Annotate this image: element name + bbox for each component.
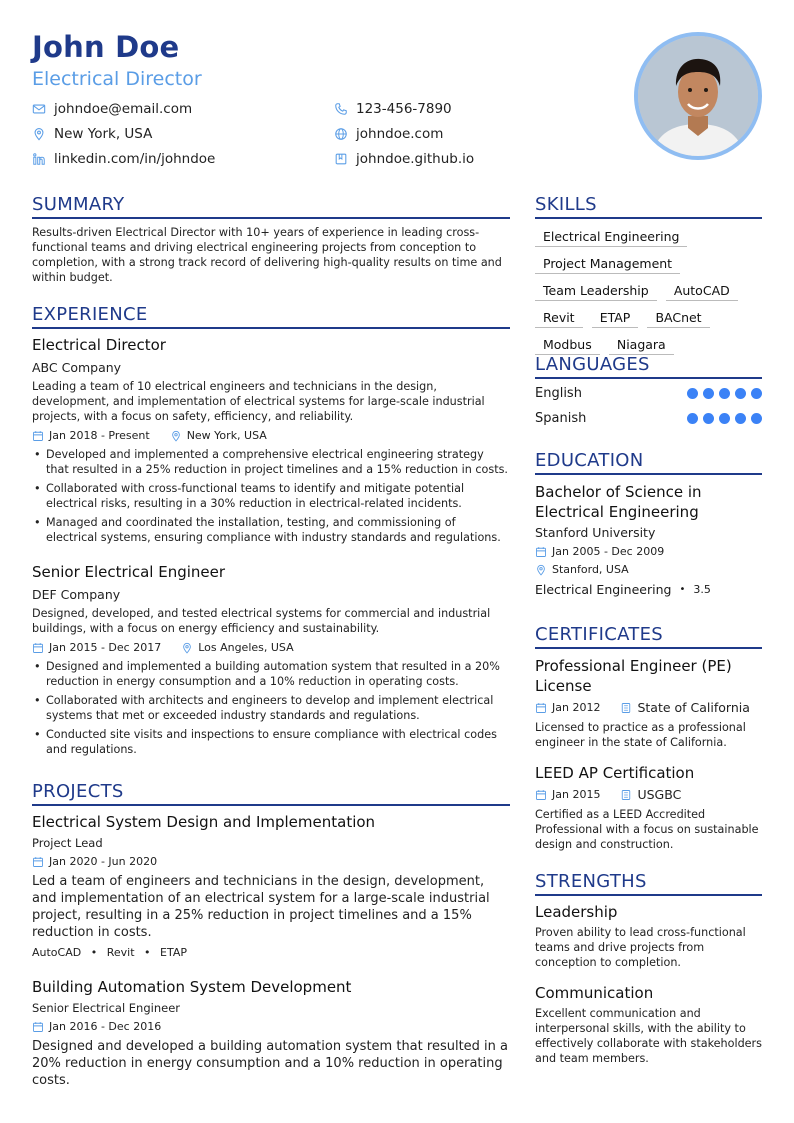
location-pin-icon [170,430,182,442]
location-pin-icon [181,642,193,654]
experience-heading: EXPERIENCE [32,304,510,329]
project-tag: Revit [106,946,135,959]
contact-location: New York, USA [32,126,152,142]
experience-item [32,336,510,549]
job-title: Senior Electrical Engineer [32,563,226,581]
experience-item [32,563,510,761]
level-dot [735,413,746,424]
contact-phone[interactable]: 123-456-7890 [334,101,452,117]
job-company: ABC Company [32,360,122,375]
level-dot [719,388,730,399]
job-location: Los Angeles, USA [198,641,294,654]
calendar-icon [535,546,547,558]
skill-tag: Revit [535,309,583,328]
avatar-illustration [638,36,758,156]
certificate-description: Certified as a LEED Accredited Professional with a focus on sustainable design and construction. [535,808,759,851]
language-level [687,388,762,399]
education-location: Stanford, USA [552,563,629,576]
calendar-icon [32,430,44,442]
institution-icon [620,789,632,801]
level-dot [735,388,746,399]
certificate-item [535,656,762,750]
project-role: Senior Electrical Engineer [32,1001,181,1015]
project-dates: Jan 2020 - Jun 2020 [49,855,158,868]
contact-website[interactable]: johndoe.com [334,126,443,142]
candidate-name: John Doe [32,30,180,64]
project-meta [32,855,510,868]
bookmark-page-icon [334,152,348,166]
skill-tag: Modbus [535,336,600,355]
certificate-item [535,763,762,852]
profile-photo [634,32,762,160]
project-description: Led a team of engineers and technicians in the design, development, and implementation of an electrical system for a large-scale industrial project, resulting in a 25% reduction in project timelines and a 15% reduction in costs. [32,874,490,940]
certificate-date: Jan 2012 [552,701,601,714]
strength-title: Communication [535,984,654,1002]
skill-tag: ETAP [592,309,639,328]
strength-title: Leadership [535,903,618,921]
skill-tag: Team Leadership [535,282,657,301]
job-location: New York, USA [186,429,267,442]
degree: Bachelor of Science in Electrical Engineering [535,483,702,521]
project-tags: AutoCAD • Revit • ETAP [32,946,187,959]
job-meta [32,641,510,654]
skill-tag: BACnet [647,309,709,328]
location-pin-icon [32,127,46,141]
level-dot [703,413,714,424]
certificate-title: Professional Engineer (PE) License [535,657,732,695]
calendar-icon [32,856,44,868]
calendar-icon [32,642,44,654]
project-tag: ETAP [160,946,187,959]
certificate-title: LEED AP Certification [535,764,695,782]
job-description: Leading a team of 10 electrical engineers and technicians in the design, development, and implementation of electrical systems for large-scale industrial projects, with a focus on safety, efficiency, and reliability. [32,380,485,423]
contact-email[interactable]: johndoe@email.com [32,101,192,117]
level-dot [687,413,698,424]
project-role: Project Lead [32,836,103,850]
job-bullet: • Conducted site visits and inspections to ensure compliance with electrical codes and regulations. [32,727,510,757]
strength-item [535,984,762,1066]
calendar-icon [32,1021,44,1033]
language-name: Spanish [535,411,587,426]
skill-tag: AutoCAD [666,282,738,301]
job-bullets [32,447,510,545]
certificate-date: Jan 2015 [552,788,601,801]
level-dot [751,413,762,424]
project-description: Designed and developed a building automation system that resulted in a 20% reduction in energy consumption and a 10% reduction in operating costs. [32,1039,508,1088]
education-field-row: Electrical Engineering • 3.5 [535,582,711,597]
certificate-meta [535,700,762,715]
education-location-row [535,563,762,576]
project-dates: Jan 2016 - Dec 2016 [49,1020,162,1033]
certificates-heading: CERTIFICATES [535,624,762,649]
language-level [687,413,762,424]
globe-icon [334,127,348,141]
level-dot [687,388,698,399]
project-tag: AutoCAD [32,946,82,959]
job-description: Designed, developed, and tested electrical systems for commercial and industrial buildings, with a focus on energy efficiency and sustainability. [32,607,491,635]
location-pin-icon [535,564,547,576]
certificate-issuer: USGBC [637,787,682,802]
summary-heading: SUMMARY [32,194,510,219]
job-bullets [32,659,510,757]
summary-text: Results-driven Electrical Director with 10+ years of experience in leading cross-functional teams and driving electrical engineering projects from conception to completion, with a strong track record of delivering high-quality results on time and within budget. [32,226,502,284]
level-dot [751,388,762,399]
language-name: English [535,386,582,401]
job-bullet: • Designed and implemented a building automation system that resulted in a 20% reduction in energy consumption and a 10% reduction in operating costs. [32,659,510,689]
job-title: Electrical Director [32,336,166,354]
skill-tag: Electrical Engineering [535,228,687,247]
language-row [535,411,762,426]
skill-tag: Niagara [609,336,674,355]
education-item [535,482,762,597]
education-dates: Jan 2005 - Dec 2009 [552,545,665,558]
phone-icon [334,102,348,116]
gpa: 3.5 [693,583,711,596]
job-bullet: • Developed and implemented a comprehensive electrical engineering strategy that resulted in a 25% reduction in project timelines and a 15% reduction in costs. [32,447,510,477]
school: Stanford University [535,525,656,540]
strength-description: Excellent communication and interpersonal skills, with the ability to effectively collaborate with stakeholders and team members. [535,1007,762,1065]
job-company: DEF Company [32,587,121,602]
project-title: Electrical System Design and Implementation [32,813,376,831]
contact-github[interactable]: johndoe.github.io [334,151,474,167]
skills-heading: SKILLS [535,194,762,219]
job-bullet: • Collaborated with architects and engineers to develop and implement electrical systems that met or exceeded industry standards and regulations. [32,693,510,723]
education-dates-row [535,545,762,558]
language-row [535,386,762,401]
job-bullet: • Managed and coordinated the installation, testing, and commissioning of electrical systems, ensuring compliance with industry standards and regulations. [32,515,510,545]
education-heading: EDUCATION [535,450,762,475]
level-dot [719,413,730,424]
project-item [32,813,510,959]
job-bullet: • Collaborated with cross-functional teams to identify and mitigate potential electrical risks, resulting in a 30% reduction in electrical-related incidents. [32,481,510,511]
calendar-icon [535,789,547,801]
job-dates: Jan 2015 - Dec 2017 [49,641,162,654]
certificate-description: Licensed to practice as a professional engineer in the state of California. [535,721,746,749]
skills-list [535,226,762,361]
linkedin-icon [32,152,46,166]
job-dates: Jan 2018 - Present [49,429,150,442]
project-meta [32,1020,510,1033]
projects-heading: PROJECTS [32,781,510,806]
candidate-role: Electrical Director [32,68,202,90]
calendar-icon [535,702,547,714]
contact-linkedin[interactable]: linkedin.com/in/johndoe [32,151,215,167]
mail-icon [32,102,46,116]
skill-tag: Project Management [535,255,680,274]
institution-icon [620,702,632,714]
level-dot [703,388,714,399]
job-meta [32,429,510,442]
strength-description: Proven ability to lead cross-functional teams and drive projects from conception to completion. [535,926,746,969]
certificate-meta [535,787,762,802]
field-of-study: Electrical Engineering [535,582,672,597]
project-title: Building Automation System Development [32,978,352,996]
languages-heading: LANGUAGES [535,354,762,379]
strengths-heading: STRENGTHS [535,871,762,896]
strength-item [535,903,762,970]
certificate-issuer: State of California [637,700,750,715]
project-item [32,978,510,1089]
